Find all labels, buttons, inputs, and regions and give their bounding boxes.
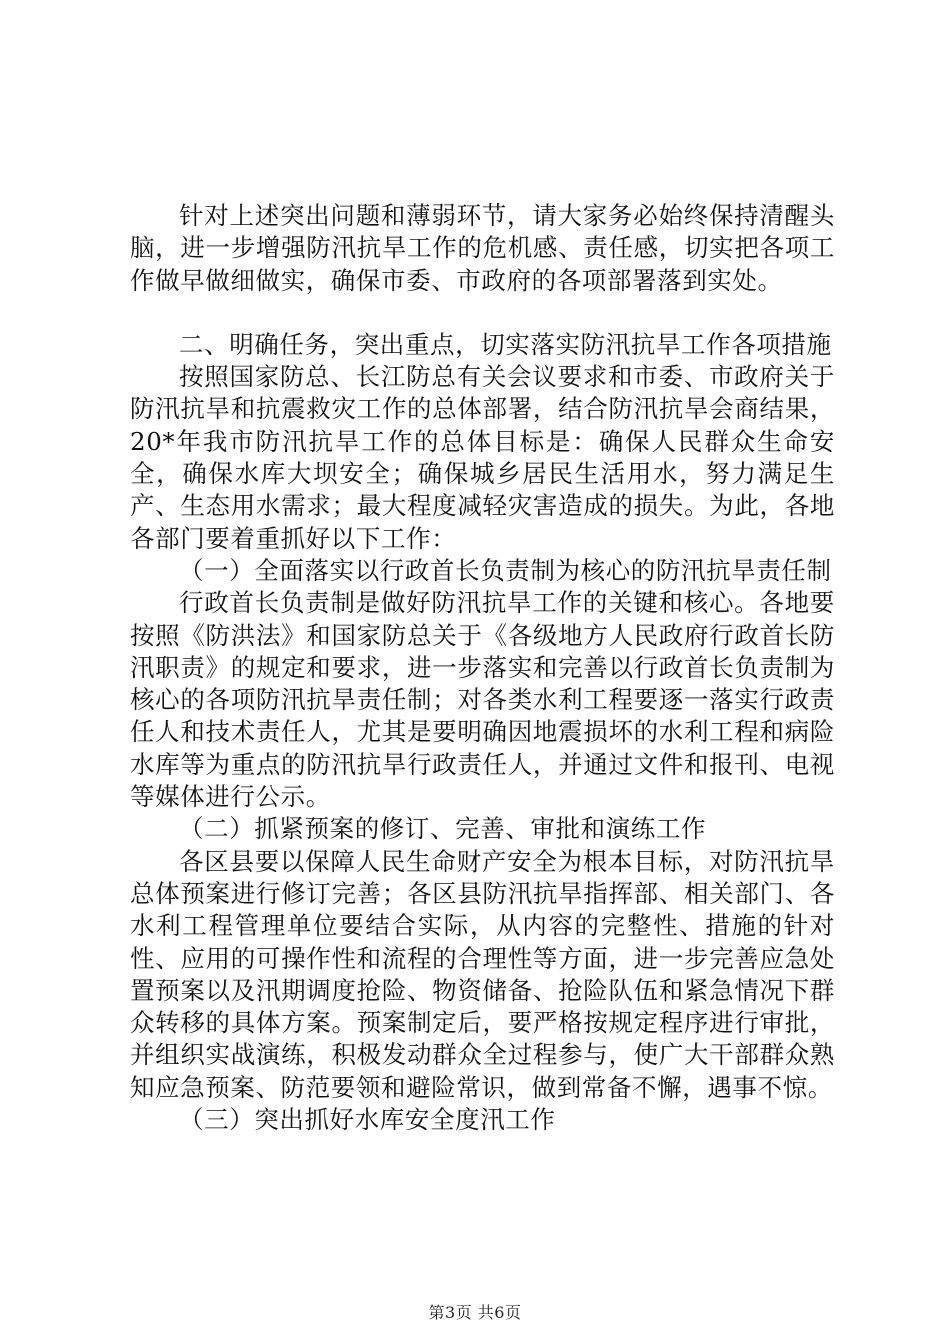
paragraph-overall-goals: 按照国家防总、长江防总有关会议要求和市委、市政府关于防汛抗旱和抗震救灾工作的总体部署，结合防汛抗旱会商结果，20*年我市防汛抗旱工作的总体目标是：确保人民群众生命安全，确保水库大坝安全；确保城乡居民生活用水，努力满足生产、生态用水需求；最大程度减轻灾害造成的损失。为此，各地各部门要着重抓好以下工作： [130,362,835,553]
paragraph-problems-response: 针对上述突出问题和薄弱环节，请大家务必始终保持清醒头脑，进一步增强防汛抗旱工作的危机感、责任感，切实把各项工作做早做细做实，确保市委、市政府的各项部署落到实处。 [130,201,835,295]
subheading-3: （三）突出抓好水库安全度汛工作 [179,1105,556,1135]
paragraph-responsibility-system: 行政首长负责制是做好防汛抗旱工作的关键和核心。各地要按照《防洪法》和国家防总关于《各级地方人民政府行政首长防汛职责》的规定和要求，进一步落实和完善以行政首长负责制为核心的各项防汛抗旱责任制；对各类水利工程要逐一落实行政责任人和技术责任人，尤其是要明确因地震损坏的水利工程和病险水库等为重点的防汛抗旱行政责任人，并通过文件和报刊、电视等媒体进行公示。 [130,588,835,812]
subheading-2: （二）抓紧预案的修订、完善、审批和演练工作 [179,814,707,844]
page-footer: 第3页 共6页 [428,1303,522,1322]
document-body [130,200,835,1136]
paragraph-emergency-plans: 各区县要以保障人民生命财产安全为根本目标，对防汛抗旱总体预案进行修订完善；各区县防汛抗旱指挥部、相关部门、各水利工程管理单位要结合实际，从内容的完整性、措施的针对性、应用的可操作性和流程的合理性等方面，进一步完善应急处置预案以及汛期调度抢险、物资储备、抢险队伍和紧急情况下群众转移的具体方案。预案制定后，要严格按规定程序进行审批，并组织实战演练，积极发动群众全过程参与，使广大干部群众熟知应急预案、防范要领和避险常识，做到常备不懈，遇事不惊。 [130,846,835,1102]
paragraph-gap [130,297,835,329]
subheading-1: （一）全面落实以行政首长负责制为核心的防汛抗旱责任制 [179,555,832,585]
section-heading-2: 二、明确任务，突出重点，切实落实防汛抗旱工作各项措施 [179,329,832,359]
